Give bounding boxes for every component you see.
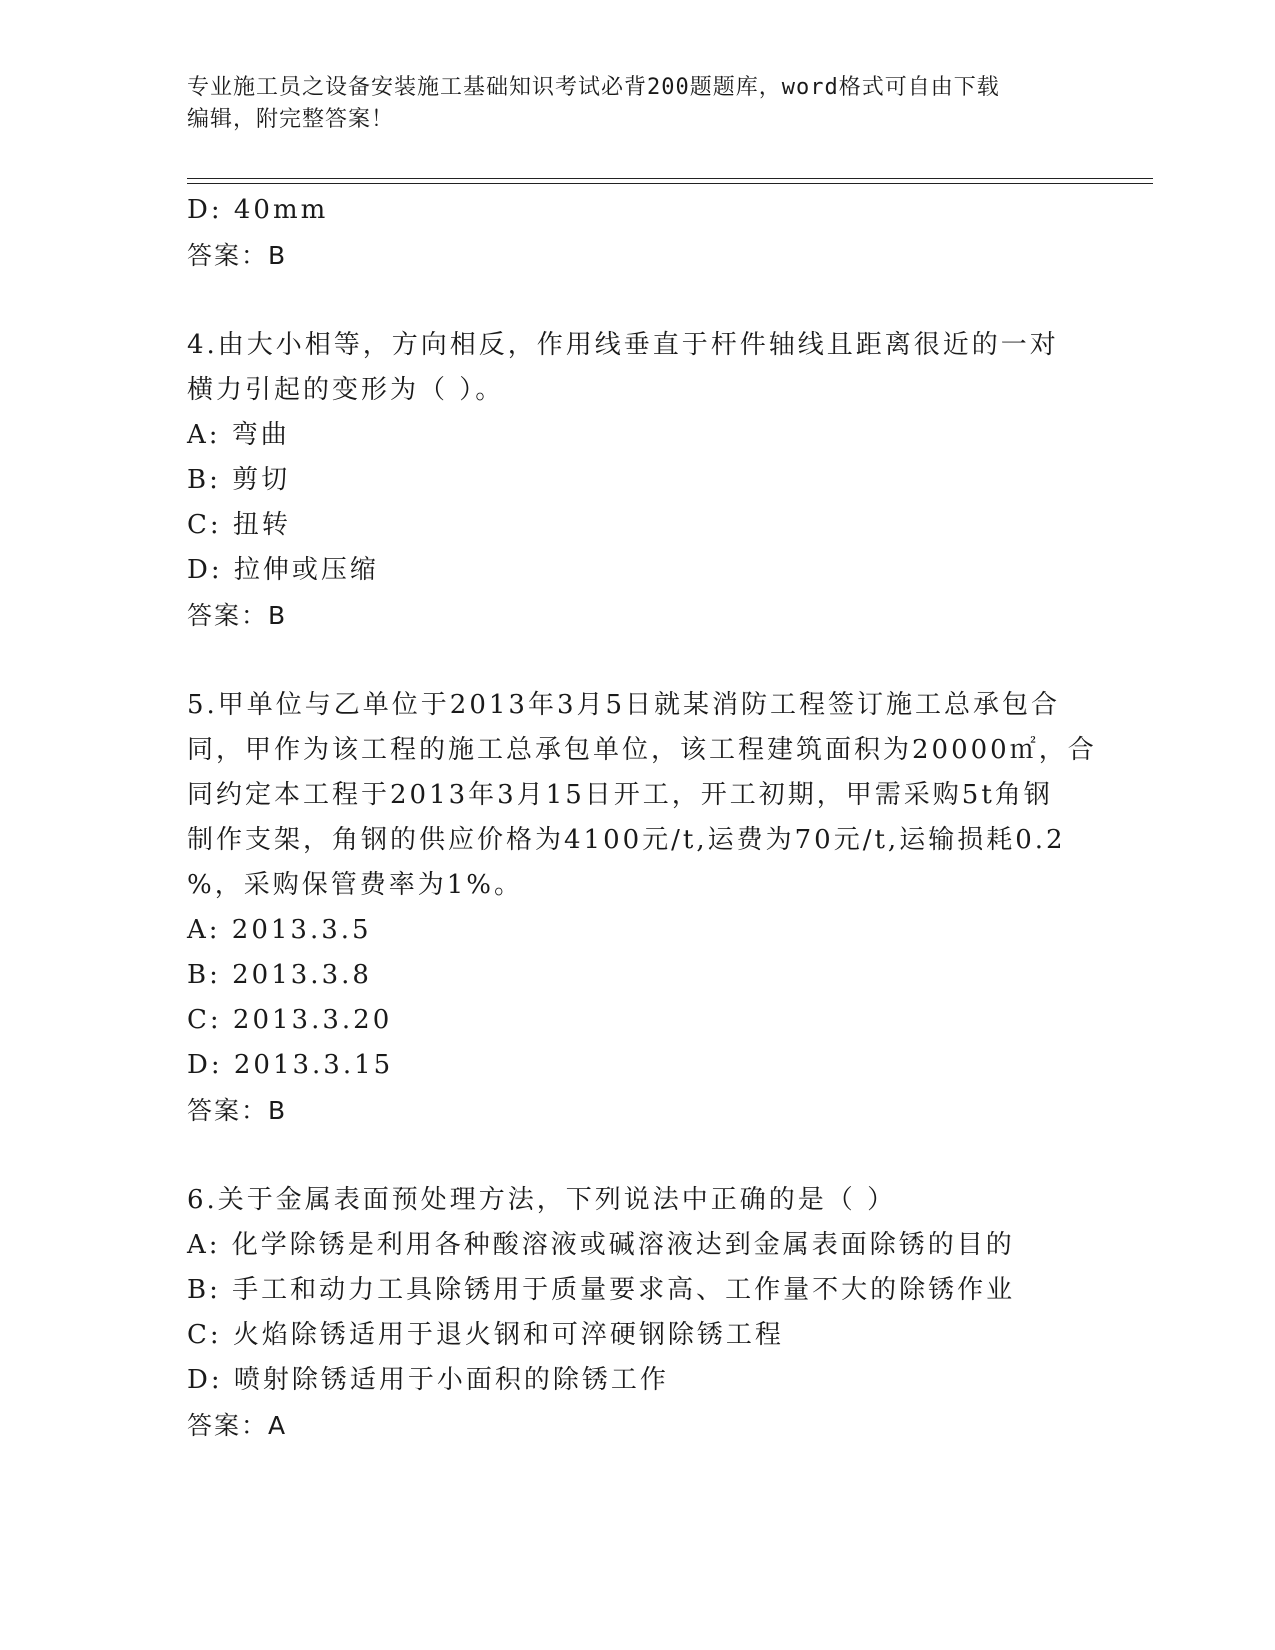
question-stem: 6.关于金属表面预处理方法，下列说法中正确的是（ ）: [187, 1185, 897, 1215]
question-4: [187, 323, 1087, 638]
option-a: A: 化学除锈是利用各种酸溶液或碱溶液达到金属表面除锈的目的: [187, 1230, 1015, 1260]
question-stem: 同，甲作为该工程的施工总承包单位，该工程建筑面积为20000㎡，合: [187, 735, 1097, 765]
option-c: C: 2013.3.20: [187, 1005, 393, 1035]
question-stem: 同约定本工程于2013年3月15日开工，开工初期，甲需采购5t角钢: [187, 780, 1053, 810]
header-line-2: 编辑，附完整答案！: [187, 107, 395, 132]
option-b: B: 2013.3.8: [187, 960, 372, 990]
spacer: [187, 1133, 1087, 1178]
option-d: D: 喷射除锈适用于小面积的除锈工作: [187, 1365, 669, 1395]
option-d: D: 拉伸或压缩: [187, 555, 379, 585]
answer-line: 答案：B: [187, 1096, 288, 1125]
option-b: B: 剪切: [187, 465, 291, 495]
question-list: [187, 188, 1097, 1448]
question-stem: 制作支架，角钢的供应价格为4100元/t,运费为70元/t,运输损耗0.2: [187, 825, 1066, 855]
answer-line: 答案：A: [187, 1411, 288, 1440]
question-stem: 5.甲单位与乙单位于2013年3月5日就某消防工程签订施工总承包合: [187, 690, 1061, 720]
question-6: [187, 1178, 1087, 1448]
option-c: C: 火焰除锈适用于退火钢和可淬硬钢除锈工程: [187, 1320, 784, 1350]
header-divider-top: [187, 178, 1153, 179]
answer-line: 答案：B: [187, 241, 288, 270]
question-3-tail: [187, 188, 1087, 278]
option-a: A: 弯曲: [187, 420, 290, 450]
spacer: [187, 638, 1087, 683]
header-divider-bottom: [187, 183, 1153, 184]
question-stem: 横力引起的变形为（ ）。: [187, 375, 505, 405]
option-c: C: 扭转: [187, 510, 291, 540]
option-b: B: 手工和动力工具除锈用于质量要求高、工作量不大的除锈作业: [187, 1275, 1016, 1305]
question-stem: %，采购保管费率为1%。: [187, 870, 523, 900]
question-stem: 4.由大小相等，方向相反，作用线垂直于杆件轴线且距离很近的一对: [187, 330, 1059, 360]
spacer: [187, 278, 1087, 323]
option-a: A: 2013.3.5: [187, 915, 372, 945]
header-line-1: 专业施工员之设备安装施工基础知识考试必背200题题库，word格式可自由下载: [187, 75, 1000, 100]
option-d: D: 2013.3.15: [187, 1050, 394, 1080]
page-header: [187, 72, 1087, 136]
question-5: [187, 683, 1097, 1133]
option-d: D: 40mm: [187, 195, 329, 225]
answer-line: 答案：B: [187, 601, 288, 630]
